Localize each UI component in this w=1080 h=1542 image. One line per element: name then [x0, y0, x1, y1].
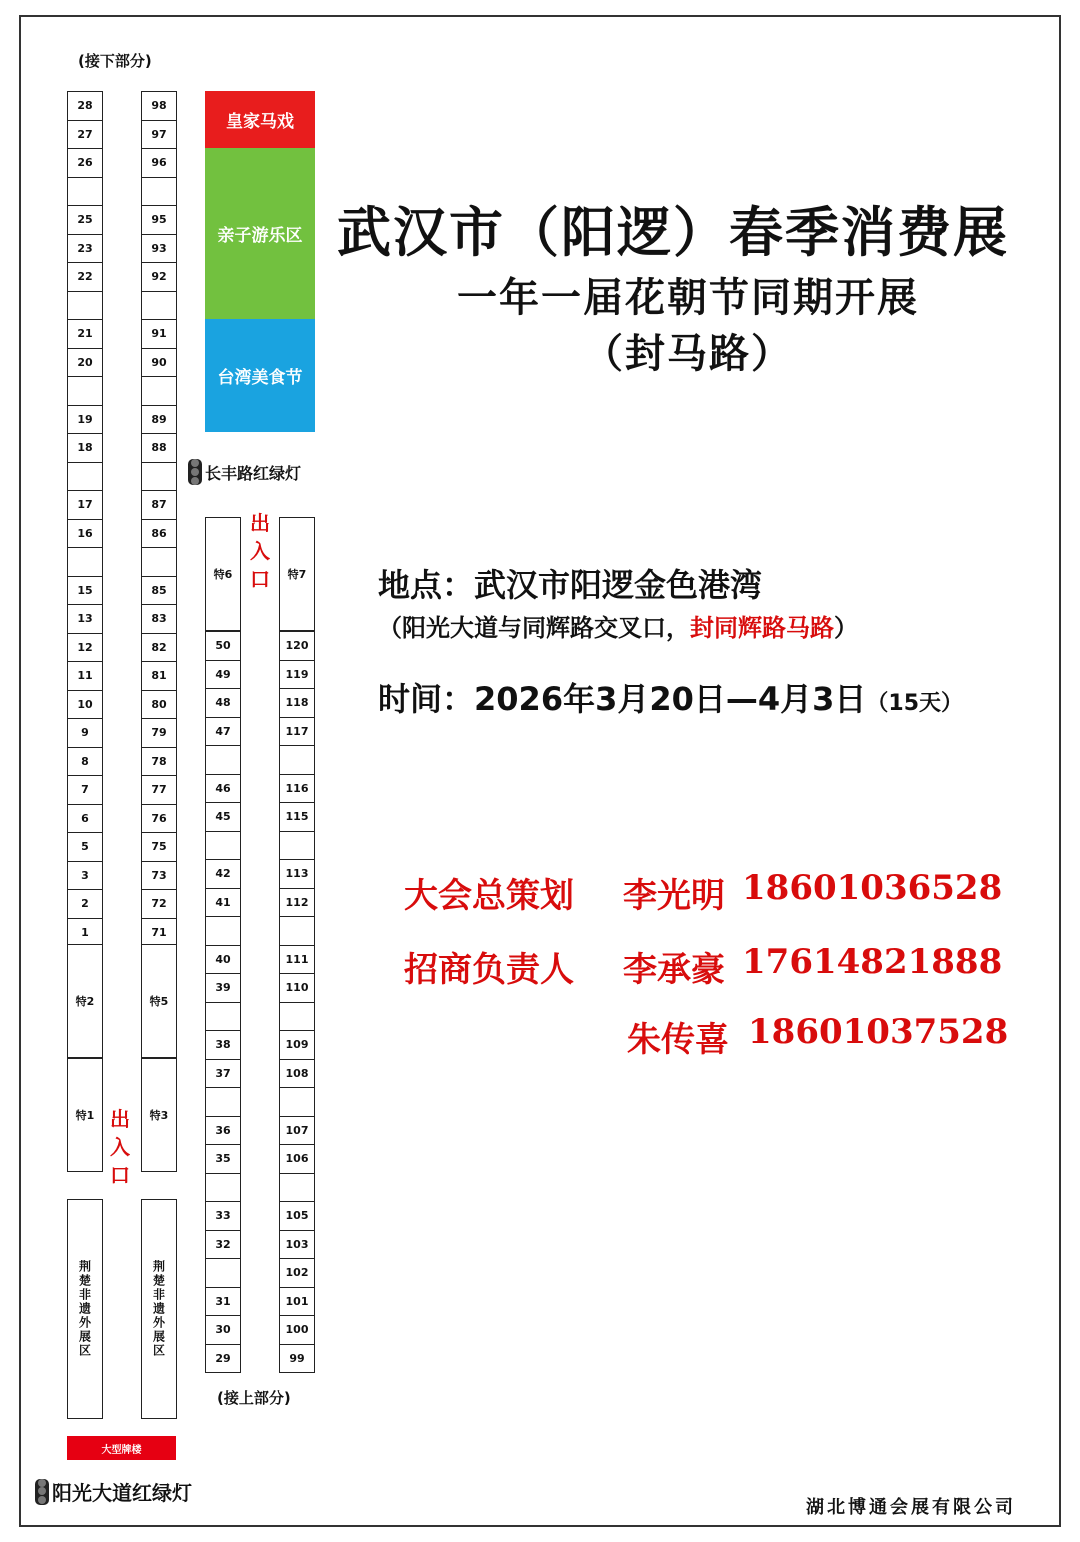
booth-cell: 89	[141, 405, 177, 435]
booth-cell: 23	[67, 234, 103, 264]
booth-aisle-gap	[141, 462, 177, 492]
booth-aisle-gap	[205, 916, 241, 946]
booth-cell: 30	[205, 1315, 241, 1345]
booth-aisle-gap	[205, 831, 241, 861]
booth-cell: 85	[141, 576, 177, 606]
special-booth-te1: 特1	[67, 1058, 103, 1172]
booth-aisle-gap	[279, 1087, 315, 1117]
booth-cell: 115	[279, 802, 315, 832]
booth-aisle-gap	[67, 462, 103, 492]
planner-role: 大会总策划	[404, 876, 574, 916]
special-booth-te6: 特6	[205, 517, 241, 631]
booth-cell: 86	[141, 519, 177, 549]
booth-cell: 75	[141, 832, 177, 862]
booth-cell: 2	[67, 889, 103, 919]
booth-cell: 45	[205, 802, 241, 832]
investment-phone-2: 18601037528	[748, 1012, 1009, 1052]
booth-cell: 1	[67, 918, 103, 948]
booth-aisle-gap	[141, 291, 177, 321]
booth-cell: 83	[141, 604, 177, 634]
yangguang-traffic-light-label: 阳光大道红绿灯	[52, 1481, 192, 1505]
booth-aisle-gap	[279, 831, 315, 861]
booth-aisle-gap	[279, 745, 315, 775]
booth-cell: 41	[205, 888, 241, 918]
organizer-company: 湖北博通会展有限公司	[806, 1497, 1016, 1518]
booth-cell: 3	[67, 861, 103, 891]
booth-cell: 97	[141, 120, 177, 150]
booth-cell: 29	[205, 1344, 241, 1374]
booth-cell: 72	[141, 889, 177, 919]
booth-cell: 32	[205, 1230, 241, 1260]
booth-cell: 40	[205, 945, 241, 975]
time-days: （15天）	[866, 691, 964, 716]
location-detail-suffix: ）	[834, 614, 858, 642]
booth-cell: 71	[141, 918, 177, 948]
booth-cell: 42	[205, 859, 241, 889]
booth-aisle-gap	[141, 547, 177, 577]
booth-cell: 37	[205, 1059, 241, 1089]
booth-cell: 11	[67, 661, 103, 691]
booth-cell: 21	[67, 319, 103, 349]
booth-cell: 78	[141, 747, 177, 777]
subtitle: 一年一届花朝节同期开展	[457, 275, 919, 321]
archway-banner: 大型牌楼	[67, 1436, 176, 1460]
booth-aisle-gap	[67, 291, 103, 321]
booth-aisle-gap	[205, 1087, 241, 1117]
booth-cell: 46	[205, 774, 241, 804]
time-label: 时间：	[378, 680, 475, 718]
booth-cell: 116	[279, 774, 315, 804]
location-detail-prefix: （阳光大道与同辉路交叉口，	[378, 614, 690, 642]
booth-cell: 39	[205, 973, 241, 1003]
time-line	[378, 674, 963, 720]
taiwan-food-zone: 台湾美食节	[205, 319, 315, 432]
booth-cell: 111	[279, 945, 315, 975]
booth-aisle-gap	[279, 1173, 315, 1203]
special-booth-te2: 特2	[67, 944, 103, 1058]
booth-cell: 120	[279, 631, 315, 661]
booth-cell: 113	[279, 859, 315, 889]
booth-cell: 87	[141, 490, 177, 520]
booth-cell: 112	[279, 888, 315, 918]
booth-cell: 101	[279, 1287, 315, 1317]
booth-cell: 36	[205, 1116, 241, 1146]
booth-cell: 79	[141, 718, 177, 748]
booth-aisle-gap	[205, 1002, 241, 1032]
booth-aisle-gap	[205, 745, 241, 775]
traffic-light-icon	[35, 1479, 49, 1505]
booth-aisle-gap	[279, 1002, 315, 1032]
intangible-heritage-zone-right: 荆楚非遗外展区	[141, 1199, 177, 1419]
booth-cell: 9	[67, 718, 103, 748]
booth-cell: 26	[67, 148, 103, 178]
booth-cell: 106	[279, 1144, 315, 1174]
booth-cell: 50	[205, 631, 241, 661]
booth-cell: 22	[67, 262, 103, 292]
intangible-heritage-zone-left: 荆楚非遗外展区	[67, 1199, 103, 1419]
yangguang-traffic-light	[35, 1477, 192, 1506]
booth-cell: 105	[279, 1201, 315, 1231]
investment-name-1: 李承豪	[623, 950, 725, 990]
booth-cell: 103	[279, 1230, 315, 1260]
changfeng-traffic-light	[188, 459, 301, 485]
booth-cell: 10	[67, 690, 103, 720]
booth-aisle-gap	[67, 376, 103, 406]
booth-cell: 81	[141, 661, 177, 691]
circus-zone: 皇家马戏	[205, 91, 315, 148]
booth-cell: 76	[141, 804, 177, 834]
entrance-exit-upper: 出入口	[250, 511, 270, 591]
booth-cell: 91	[141, 319, 177, 349]
booth-aisle-gap	[141, 177, 177, 207]
booth-cell: 100	[279, 1315, 315, 1345]
booth-cell: 12	[67, 633, 103, 663]
booth-cell: 48	[205, 688, 241, 718]
booth-cell: 93	[141, 234, 177, 264]
investment-name-2: 朱传喜	[627, 1020, 729, 1060]
booth-cell: 49	[205, 660, 241, 690]
planner-name: 李光明	[623, 876, 725, 916]
special-booth-te7: 特7	[279, 517, 315, 631]
booth-cell: 107	[279, 1116, 315, 1146]
booth-cell: 6	[67, 804, 103, 834]
changfeng-traffic-light-label: 长丰路红绿灯	[205, 463, 302, 483]
investment-role: 招商负责人	[404, 950, 574, 990]
road-closure-detail: 封同辉路马路	[690, 614, 834, 642]
booth-cell: 117	[279, 717, 315, 747]
booth-cell: 88	[141, 433, 177, 463]
booth-cell: 90	[141, 348, 177, 378]
booth-cell: 35	[205, 1144, 241, 1174]
booth-cell: 95	[141, 205, 177, 235]
road-closure-note: （封马路）	[583, 331, 793, 377]
booth-cell: 16	[67, 519, 103, 549]
booth-cell: 19	[67, 405, 103, 435]
special-booth-te5: 特5	[141, 944, 177, 1058]
booth-cell: 15	[67, 576, 103, 606]
booth-aisle-gap	[279, 916, 315, 946]
main-title: 武汉市（阳逻）春季消费展	[337, 201, 1009, 264]
booth-cell: 96	[141, 148, 177, 178]
booth-aisle-gap	[141, 376, 177, 406]
booth-cell: 118	[279, 688, 315, 718]
booth-cell: 17	[67, 490, 103, 520]
booth-cell: 27	[67, 120, 103, 150]
booth-cell: 80	[141, 690, 177, 720]
kids-playground-zone: 亲子游乐区	[205, 148, 315, 319]
booth-aisle-gap	[67, 177, 103, 207]
booth-cell: 108	[279, 1059, 315, 1089]
booth-cell: 5	[67, 832, 103, 862]
booth-cell: 38	[205, 1030, 241, 1060]
booth-cell: 77	[141, 775, 177, 805]
booth-cell: 109	[279, 1030, 315, 1060]
booth-cell: 119	[279, 660, 315, 690]
booth-cell: 18	[67, 433, 103, 463]
continued-from-above-note: (接上部分)	[217, 1389, 291, 1407]
booth-aisle-gap	[205, 1173, 241, 1203]
booth-aisle-gap	[67, 547, 103, 577]
booth-cell: 98	[141, 91, 177, 121]
entrance-exit-lower: 出入口	[110, 1107, 130, 1187]
booth-cell: 73	[141, 861, 177, 891]
special-booth-te3: 特3	[141, 1058, 177, 1172]
booth-cell: 99	[279, 1344, 315, 1374]
continued-from-below-note: (接下部分)	[78, 52, 152, 70]
location-line	[378, 560, 762, 606]
booth-cell: 47	[205, 717, 241, 747]
investment-phone-1: 17614821888	[742, 942, 1003, 982]
booth-cell: 110	[279, 973, 315, 1003]
booth-cell: 25	[67, 205, 103, 235]
booth-cell: 92	[141, 262, 177, 292]
booth-cell: 8	[67, 747, 103, 777]
location-label: 地点：	[378, 566, 475, 604]
location-value: 武汉市阳逻金色港湾	[474, 566, 763, 604]
booth-cell: 13	[67, 604, 103, 634]
booth-aisle-gap	[205, 1258, 241, 1288]
booth-cell: 7	[67, 775, 103, 805]
time-value: 2026年3月20日—4月3日	[474, 680, 867, 718]
booth-cell: 82	[141, 633, 177, 663]
booth-cell: 20	[67, 348, 103, 378]
traffic-light-icon	[188, 459, 202, 485]
planner-phone: 18601036528	[742, 868, 1003, 908]
booth-cell: 28	[67, 91, 103, 121]
booth-cell: 31	[205, 1287, 241, 1317]
booth-cell: 33	[205, 1201, 241, 1231]
location-detail	[378, 608, 858, 643]
booth-cell: 102	[279, 1258, 315, 1288]
